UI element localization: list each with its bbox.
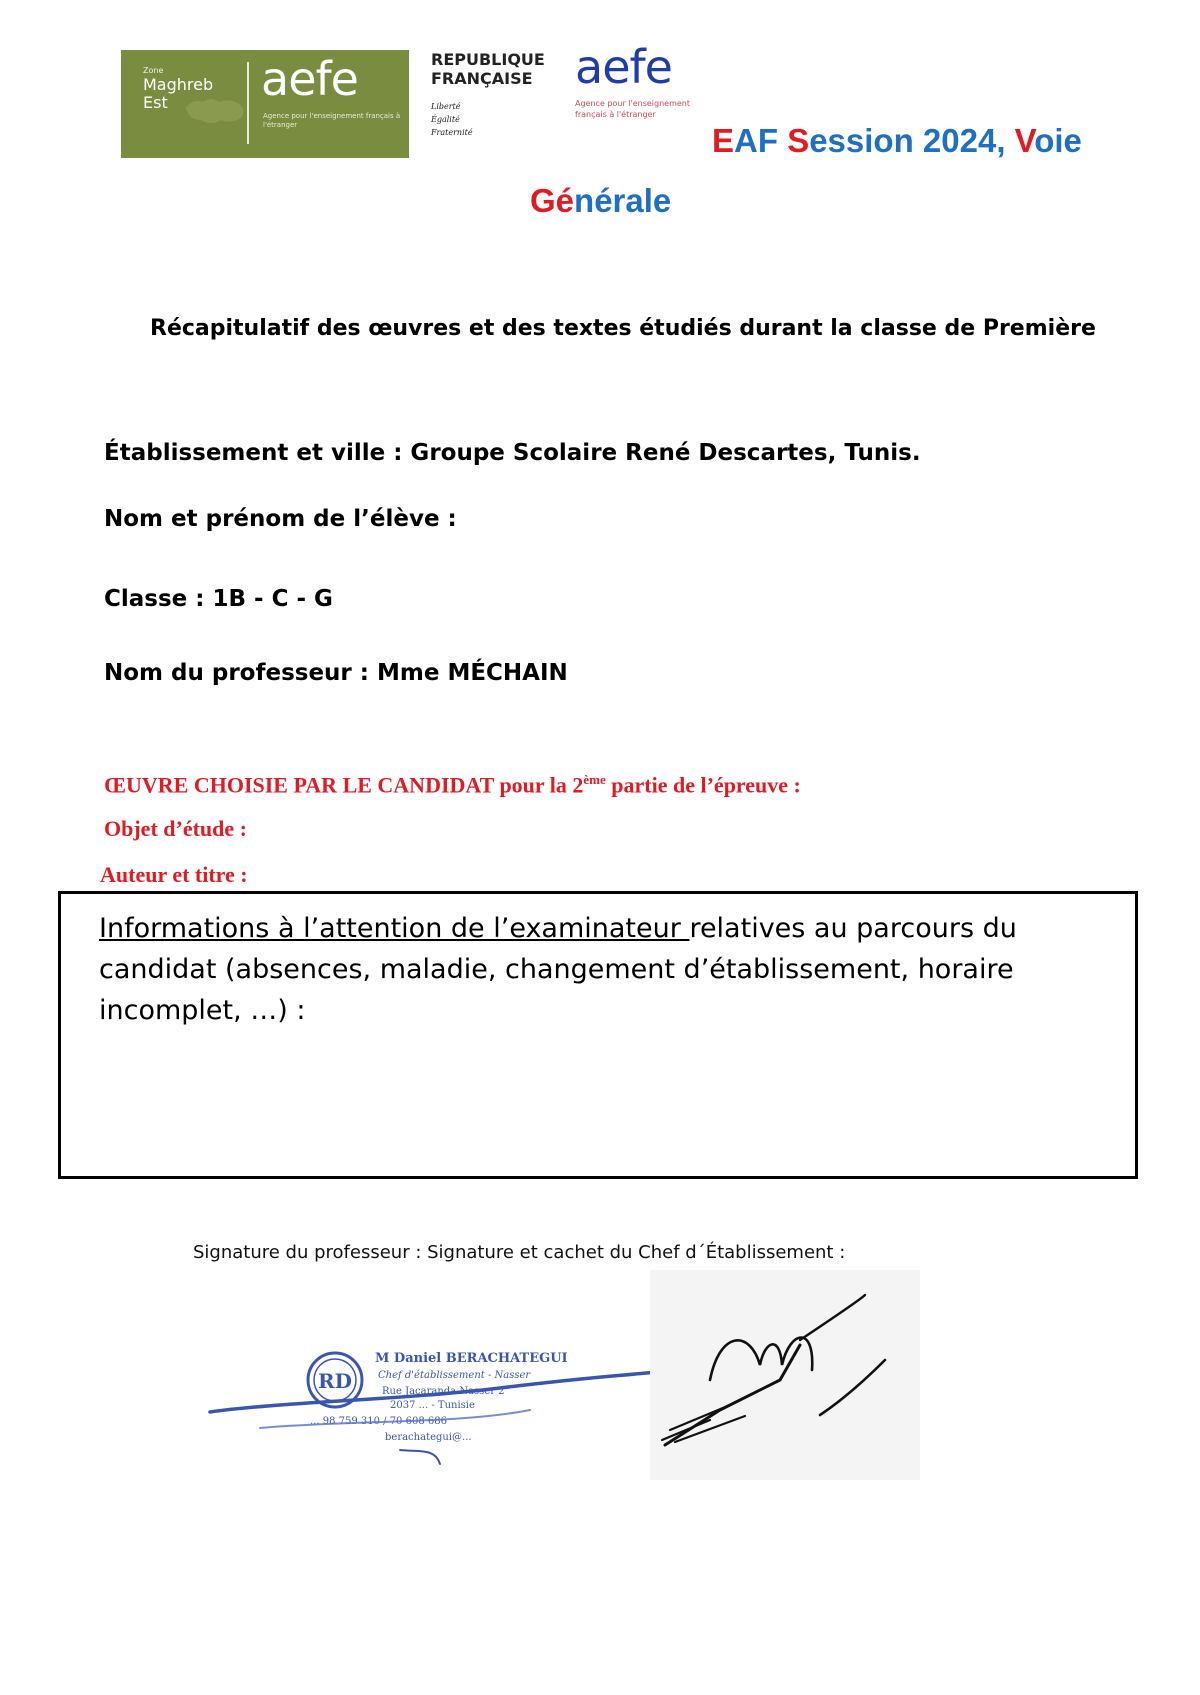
- signature-stroke-4: [800, 1295, 865, 1340]
- examiner-info-body: relatives au parcours du candidat (absences, maladie, changement d’établissement, horaire incomplet, …) :: [99, 913, 1017, 1026]
- oeuvre-line-start: ŒUVRE CHOISIE PAR LE CANDIDAT pour la 2: [104, 772, 584, 798]
- title-session-rest: ession 2024,: [809, 122, 1015, 159]
- logo-separator: [247, 62, 249, 144]
- rf-motto-fraternite: Fraternité: [431, 128, 473, 137]
- field-professeur: Nom du professeur : Mme MÉCHAIN: [104, 660, 568, 686]
- title-letter-g: G: [530, 182, 556, 219]
- examiner-info-box: [58, 891, 1138, 1179]
- logo-republique-francaise: [431, 50, 561, 150]
- signature-stroke-2: [662, 1405, 745, 1442]
- stamp-monogram: RD: [318, 1369, 352, 1393]
- logo-aefe-agency-subtitle: Agence pour l'enseignement français à l'étranger: [575, 99, 690, 119]
- stamp-pen-stroke-3: [400, 1450, 440, 1464]
- field-nom-eleve: Nom et prénom de l’élève :: [104, 506, 457, 532]
- signature-stroke-5: [820, 1360, 885, 1415]
- logo-aefe-brand: aefe: [261, 52, 358, 106]
- signature-stroke-3: [710, 1338, 812, 1381]
- title-letter-v: V: [1014, 122, 1035, 159]
- logo-zone-label: Zone: [143, 66, 164, 75]
- rf-motto-liberte: Liberté: [431, 102, 461, 111]
- professor-signature: [650, 1270, 920, 1480]
- stamp-name: M Daniel BERACHATEGUI: [375, 1351, 568, 1366]
- examiner-info-heading: Informations à l’attention de l’examinateur: [99, 913, 690, 944]
- session-title-line2: [530, 182, 671, 220]
- oeuvre-sup: ème: [583, 772, 606, 787]
- logo-aefe-agency-brand: aefe: [575, 40, 672, 94]
- stamp-city: 2037 ... - Tunisie: [390, 1400, 475, 1411]
- title-letter-e-accent: é: [555, 182, 575, 219]
- logo-aefe-zone-maghreb: [121, 50, 409, 158]
- stamp-email: berachategui@...: [385, 1432, 472, 1443]
- rf-title-line1: REPUBLIQUE: [431, 50, 545, 69]
- field-etablissement: Établissement et ville : Groupe Scolaire René Descartes, Tunis.: [104, 440, 921, 466]
- logo-region-line2: Est: [143, 93, 168, 112]
- title-voie-rest: oie: [1034, 122, 1082, 159]
- session-title: [712, 122, 1082, 160]
- world-map-icon: [181, 90, 251, 130]
- rf-motto: [431, 100, 561, 139]
- oeuvre-choisie: [104, 772, 801, 798]
- signature-label: Signature du professeur : Signature et cachet du Chef d´Établissement :: [193, 1242, 846, 1263]
- title-letter-e: E: [712, 122, 735, 159]
- logo-region-line1: Maghreb: [143, 75, 214, 94]
- title-eaf-rest: AF: [734, 122, 788, 159]
- recap-title: Récapitulatif des œuvres et des textes étudiés durant la classe de Première: [150, 316, 1096, 341]
- stamp-role: Chef d'établissement - Nasser: [378, 1370, 531, 1381]
- rf-motto-egalite: Égalité: [431, 115, 460, 124]
- logo-aefe-agency: [575, 40, 695, 144]
- field-classe: Classe : 1B - C - G: [104, 586, 333, 612]
- rf-title-line2: FRANÇAISE: [431, 69, 533, 88]
- school-stamp: [200, 1340, 660, 1480]
- title-letter-s: S: [787, 122, 810, 159]
- stamp-phone: ... 98 759 310 / 70 608 686: [310, 1416, 447, 1427]
- stamp-address: Rue Jacaranda Nasser 2: [382, 1386, 505, 1397]
- title-generale-rest: nérale: [574, 182, 672, 219]
- objet-etude: Objet d’étude :: [104, 816, 247, 841]
- oeuvre-line-end: partie de l’épreuve :: [605, 772, 801, 798]
- auteur-titre: Auteur et titre :: [100, 862, 248, 887]
- examiner-info-text: [99, 908, 1099, 1031]
- logo-aefe-subtitle: Agence pour l'enseignement français à l'étranger: [263, 112, 401, 129]
